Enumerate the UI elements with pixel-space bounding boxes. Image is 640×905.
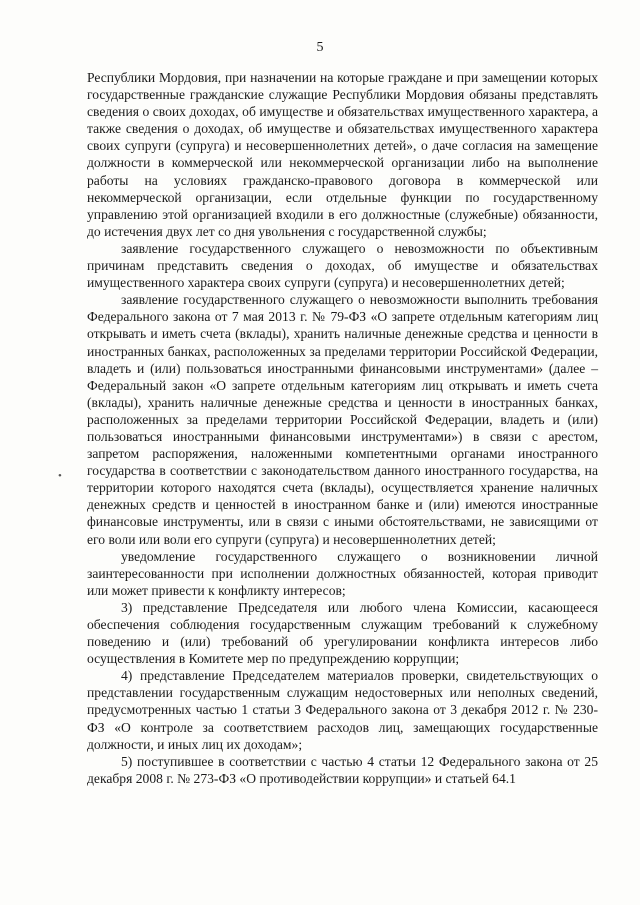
paragraph: заявление государственного служащего о невозможности выполнить требования Федерального закона от 7 мая 2013 г. № 79-ФЗ «О запрете отдельным категориям лиц открывать и иметь счета (вклады), хранить наличные денежные средства и ценности в иностранных банках, расположенных за пределами территории Российской Федерации, владеть и (или) пользоваться иностранными финансовыми инструментами» (далее – Федеральный закон «О запрете отдельным категориям лиц открывать и иметь счета (вклады), хранить наличные денежные средства и ценности в иностранных банках, расположенных за пределами территории Российской Федерации, владеть и (или) пользоваться иностранными финансовыми инструментами») в связи с арестом, запретом распоряжения, наложенными компетентными органами иностранного государства в соответствии с законодательством данного иностранного государства, на территории которого находятся счета (вклады), осуществляется хранение наличных денежных средств и ценностей в иностранном банке и (или) имеются иностранные финансовые инструменты, или в связи с иными обстоятельствами, не зависящими от его воли или воли его супруги (супруга) и несовершеннолетних детей; — [87, 292, 598, 547]
paragraph: уведомление государственного служащего о возникновении личной заинтересованности при исполнении должностных обязанностей, которая приводит или может привести к конфликту интересов; — [87, 548, 598, 598]
paragraph: 3) представление Председателя или любого члена Комиссии, касающееся обеспечения соблюдения государственным служащим требований к служебному поведению и (или) требований об урегулировании конфликта интересов либо осуществления в Комитете мер по предупреждению коррупции; — [87, 599, 598, 667]
margin-mark: • — [58, 470, 62, 482]
paragraph: 5) поступившее в соответствии с частью 4 статьи 12 Федерального закона от 25 декабря 2008 г. № 273-ФЗ «О противодействии коррупции» и статьей 64.1 — [87, 753, 598, 786]
paragraph: Республики Мордовия, при назначении на которые граждане и при замещении которых государственные гражданские служащие Республики Мордовия обязаны представлять сведения о своих доходах, об имуществе и обязательствах имущественного характера, а также сведения о доходах, об имуществе и обязательствах имущественного характера своих супруги (супруга) и несовершеннолетних детей», о даче согласия на замещение должности в коммерческой или некоммерческой организации либо на выполнение работы на условиях гражданско-правового договора в коммерческой или некоммерческой организации, если отдельные функции по государственному управлению этой организацией входили в его должностные (служебные) обязанности, до истечения двух лет со дня увольнения с государственной службы; — [87, 70, 598, 239]
page-number: 5 — [316, 40, 324, 55]
document-body — [87, 69, 598, 787]
paragraph: 4) представление Председателем материалов проверки, свидетельствующих о представлении государственным служащим недостоверных или неполных сведений, предусмотренных частью 1 статьи 3 Федерального закона от 3 декабря 2012 г. № 230-ФЗ «О контроле за соответствием расходов лиц, замещающих государственные должности, и иных лиц их доходам»; — [87, 668, 598, 752]
paragraph: заявление государственного служащего о невозможности по объективным причинам представить сведения о доходах, об имуществе и обязательствах имущественного характера своих супруги (супруга) и несовершеннолетних детей; — [87, 240, 598, 291]
